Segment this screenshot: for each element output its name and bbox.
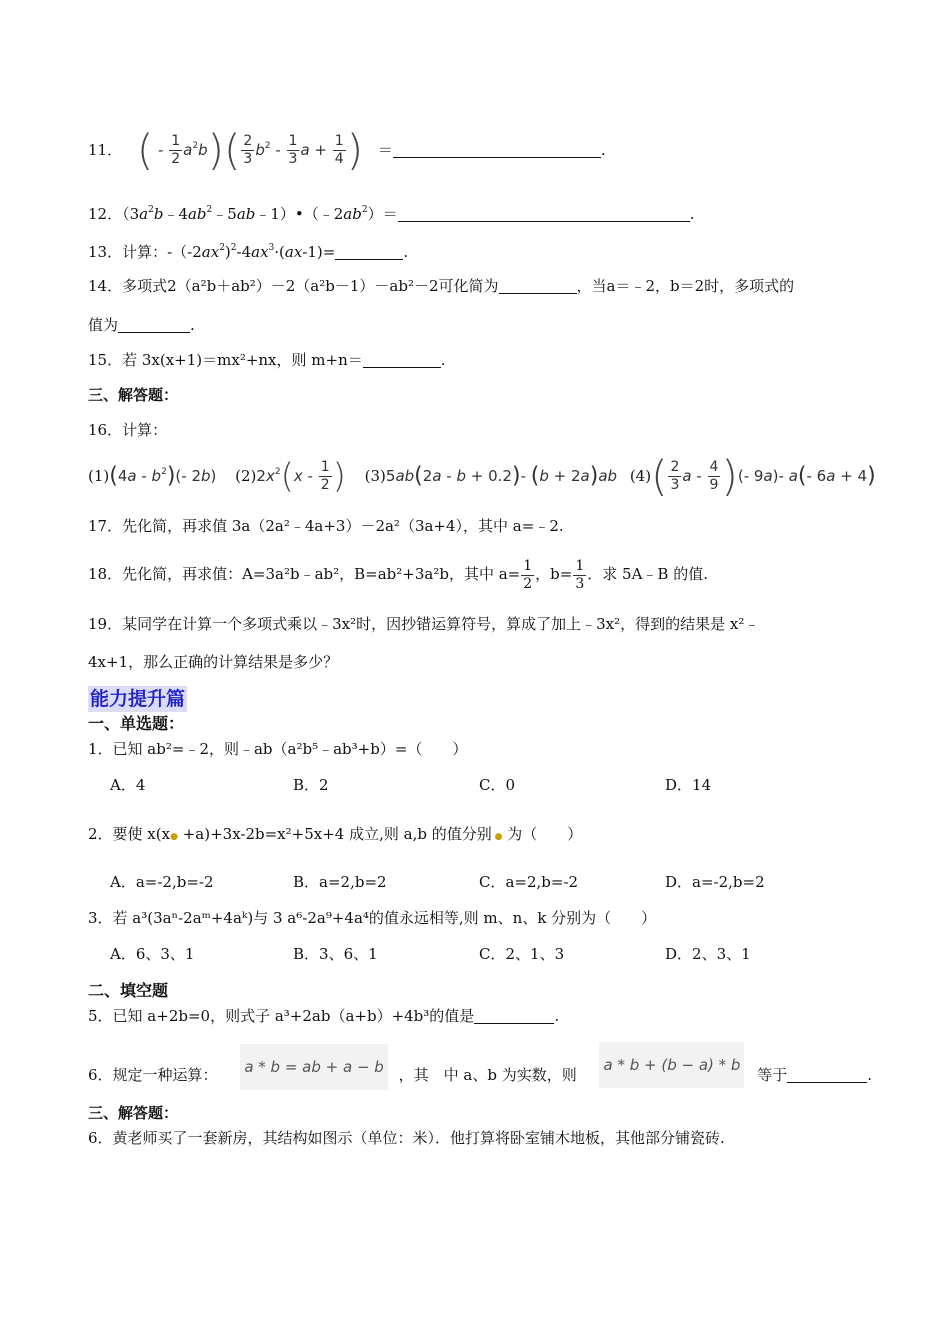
b5-period: . xyxy=(554,1007,560,1025)
q11-number: 11． xyxy=(88,141,123,159)
q13-answer-blank[interactable] xyxy=(335,245,403,260)
question-15 xyxy=(88,350,446,370)
question-18: 18．先化简，再求值：A=3a²b﹣ab²，B=ab²+3a²b，其中 a= $\frac{1}{2}$ ，b= $\frac{1}{3}$ ．求 5A﹣B 的值. xyxy=(88,557,708,592)
q13-var: ax xyxy=(284,243,303,261)
q15-period: . xyxy=(440,351,446,369)
question-14-line2 xyxy=(88,315,195,335)
operation-expression-image: a * b + (b − a) * b xyxy=(599,1042,744,1088)
q16-part-4-label: (4) xyxy=(629,467,652,485)
fill-question-6 xyxy=(88,1042,872,1097)
q12-text: ﹣5 xyxy=(212,205,237,223)
question-11 xyxy=(88,125,606,175)
q13-text: -4 xyxy=(236,243,252,261)
q11-equals: ＝ xyxy=(377,141,393,159)
q13-period: . xyxy=(403,243,409,261)
q3-option-b[interactable]: B．3、6、1 xyxy=(293,945,378,963)
question-16: 16．计算： xyxy=(88,421,168,439)
q13-var: ax xyxy=(201,243,220,261)
mark-dot-icon: ● xyxy=(491,832,503,842)
q11-answer-blank[interactable] xyxy=(393,143,601,158)
section-answer-questions-2: 三、解答题： xyxy=(88,1105,179,1122)
b6-period: . xyxy=(867,1066,872,1084)
q1-option-b[interactable]: B．2 xyxy=(293,776,329,794)
q3-option-d[interactable]: D．2、3、1 xyxy=(665,945,751,963)
operation-definition-image: a * b = ab + a − b xyxy=(240,1044,388,1090)
section-answer-questions-1: 三、解答题： xyxy=(88,387,179,404)
q3-option-c[interactable]: C．2、1、3 xyxy=(479,945,565,963)
q14-period: . xyxy=(190,316,195,334)
b5-answer-blank[interactable] xyxy=(474,1009,554,1024)
question-12: 12．$(3a^2b﹣4ab^2﹣5ab﹣1)•(﹣2ab^2)=$ . xyxy=(88,205,695,223)
q12-var: ab xyxy=(236,205,256,223)
q2-text-end: 为（ ） xyxy=(502,825,583,843)
q2-option-c[interactable]: C．a=2,b=-2 xyxy=(479,873,579,891)
q12-var: ab xyxy=(187,205,207,223)
q2-option-a[interactable]: A．a=-2,b=-2 xyxy=(110,873,214,891)
q3-option-a[interactable]: A．6、3、1 xyxy=(110,945,195,963)
q15-text: 15．若 3x(x+1)＝mx²+nx，则 m+n＝ xyxy=(88,351,363,369)
q12-text: ﹣1）•（﹣2 xyxy=(255,205,344,223)
q13-sup: 2 xyxy=(219,243,225,253)
q13-text: ·( xyxy=(274,243,285,261)
q16-part-2-label: (2) xyxy=(235,467,257,485)
q16-part-1-expr: $(4a - b^2)(-$ 2b) xyxy=(109,463,217,489)
q12-var: b xyxy=(153,205,164,223)
section-single-choice: 一、单选题： xyxy=(88,716,185,733)
q16-part-4-expr: ( $\frac{2}{3}$ a - $\frac{4}{9}$ )(- 9a)- a(- 6a + 4) xyxy=(651,451,876,501)
q1-option-d[interactable]: D．14 xyxy=(665,776,712,794)
q2-option-b[interactable]: B．a=2,b=2 xyxy=(293,873,387,891)
q16-part-3-expr: 5ab(2a - b + 0.2)- (b + 2a)ab xyxy=(385,463,618,489)
q13-sup: 3 xyxy=(268,243,275,253)
q2-text: 2．要使 x(x xyxy=(88,825,171,843)
fill-question-5 xyxy=(88,1006,559,1026)
q14-answer-blank-2[interactable] xyxy=(118,318,190,333)
q13-text: ) xyxy=(224,243,231,261)
question-14-line1 xyxy=(88,276,794,296)
q16-part-3-label: (3) xyxy=(364,467,386,485)
question-19-line2: 4x+1，那么正确的计算结果是多少？ xyxy=(88,653,339,671)
q13-sup: 2 xyxy=(230,243,237,253)
q15-answer-blank[interactable] xyxy=(363,353,441,368)
q1-option-c[interactable]: C．0 xyxy=(479,776,516,794)
b6-answer-blank[interactable] xyxy=(787,1068,867,1083)
q13-var: ax xyxy=(251,243,269,261)
b6-text: 6．规定一种运算： xyxy=(88,1066,218,1084)
q12-text: ）＝ xyxy=(367,205,398,223)
choice-question-2 xyxy=(88,824,582,847)
choice-question-1: 1．已知 ab²=﹣2，则﹣ab（a²b⁵﹣ab³+b）=（ ） xyxy=(88,740,468,758)
question-17: 17．先化简，再求值 3a（2a²﹣4a+3）－2a²（3a+4），其中 a=﹣2. xyxy=(88,517,564,535)
q13-text: 计算：-（-2 xyxy=(122,243,202,261)
q12-var: ab xyxy=(343,205,362,223)
q12-text: （3 xyxy=(122,205,140,223)
q13-number: 13． xyxy=(88,243,123,261)
q18-text: 18．先化简，再求值：A=3a²b﹣ab²，B=ab²+3a²b，其中 a= xyxy=(88,565,521,583)
question-19-line1: 19．某同学在计算一个多项式乘以﹣3x²时，因抄错运算符号，算成了加上﹣3x²，得到的结果是 x²﹣ xyxy=(88,615,760,633)
q12-period: . xyxy=(689,205,695,223)
q14-text: 14．多项式2（a²b＋ab²）－2（a²b－1）－ab²－2可化简为 xyxy=(88,277,499,295)
q2-option-d[interactable]: D．a=-2,b=2 xyxy=(665,873,765,891)
q11-period: . xyxy=(600,141,606,159)
q12-text: ﹣4 xyxy=(163,205,188,223)
q18-text-end: ．求 5A﹣B 的值. xyxy=(587,565,708,583)
q16-part-1-label: (1) xyxy=(88,467,110,485)
q14-answer-blank-1[interactable] xyxy=(499,279,577,294)
q12-number: 12． xyxy=(88,205,123,223)
q2-text-mid: +a)+3x-2b=x²+5x+4 成立,则 a,b 的值分别 xyxy=(177,825,492,843)
q11-expression: ( - $\frac{1}{2}$ $a^2b$)( $\frac{2}{3}$ $b^2$ - $\frac{1}{3}$ a + $\frac{1}{4}$ ) xyxy=(136,125,364,175)
q14-text-2: 值为 xyxy=(88,316,119,334)
q18-text-mid: ，b= xyxy=(535,565,573,583)
question-16-parts xyxy=(88,451,876,501)
question-13 xyxy=(88,242,408,262)
q12-var: a xyxy=(139,205,149,223)
b5-text: 5．已知 a+2b=0，则式子 a³+2ab（a+b）+4b³的值是 xyxy=(88,1007,475,1025)
b6-text-mid: ，其 中 a、b 为实数，则 xyxy=(398,1066,577,1084)
q12-answer-blank[interactable] xyxy=(398,207,690,222)
ability-section-title: 能力提升篇 xyxy=(90,688,186,710)
solve-question-6: 6．黄老师买了一套新房，其结构如图示（单位：米）．他打算将卧室铺木地板，其他部分铺瓷砖. xyxy=(88,1129,725,1147)
q16-part-2-expr: $2x^2(x$ - $\frac{1}{2}$ ) xyxy=(256,456,346,497)
q14-text-mid: ，当a＝﹣2，b＝2时，多项式的 xyxy=(576,277,795,295)
q1-option-a[interactable]: A．4 xyxy=(110,776,146,794)
section-fill-in-blank: 二、填空题 xyxy=(88,983,169,1000)
q13-text: -1)= xyxy=(302,243,336,261)
choice-question-3: 3．若 a³(3aⁿ-2aᵐ+4aᵏ)与 3 a⁶-2a⁹+4a⁴的值永远相等,则 m、n、k 分别为（ ） xyxy=(88,909,657,927)
b6-text-end: 等于 xyxy=(757,1066,788,1084)
mark-dot-icon: ● xyxy=(170,832,178,842)
